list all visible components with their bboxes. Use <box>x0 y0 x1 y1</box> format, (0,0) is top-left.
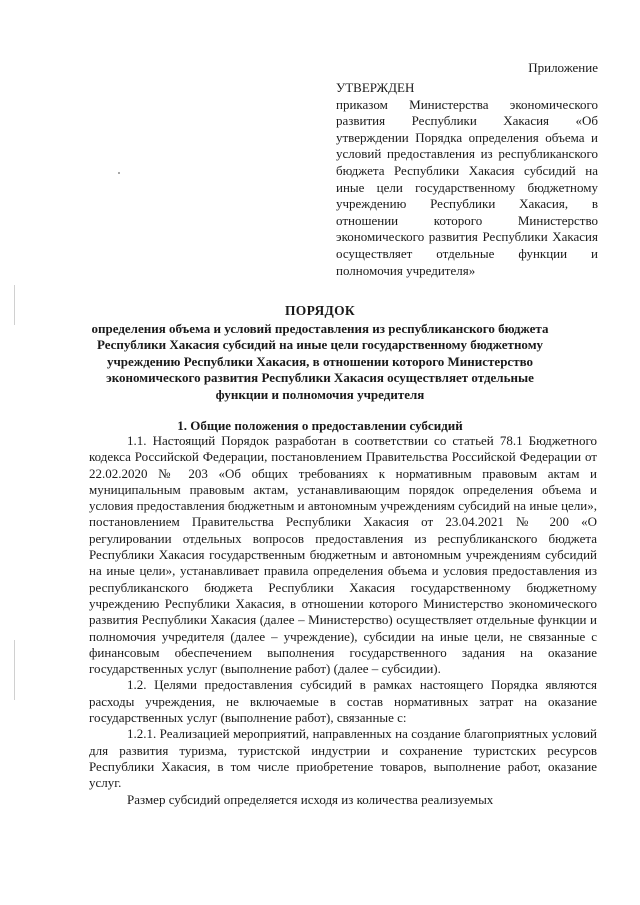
scan-artifact <box>118 172 120 174</box>
paragraph-1-2: 1.2. Целями предоставления субсидий в рамках настоящего Порядка являются расходы учреждения, не включаемые в состав нормативных затрат на оказание государственных услуг (выполнение работ), связанные с: <box>89 677 597 726</box>
document-subtitle: определения объема и условий предоставления из республиканского бюджета Республики Хакасия субсидий на иные цели государственному бюджетному учреждению Республики Хакасия, в отношении которого Министерство экономического развития Республики Хакасия осуществляет отдельные функции и полномочия учредителя <box>91 321 549 402</box>
appendix-label: Приложение <box>528 60 598 75</box>
paragraph-1-1: 1.1. Настоящий Порядок разработан в соответствии со статьей 78.1 Бюджетного кодекса Российской Федерации, постановлением Правительства Российской Федерации от 22.02.2020 № 203 «Об общих требованиях к нормативным правовым актам и муниципальным правовым актам, устанавливающим порядок определения объема и условия предоставления бюджетным и автономным учреждениям субсидий на иные цели», постановлением Правительства Республики Хакасия от 23.04.2021 № 200 «О регулировании отдельных вопросов предоставления из республиканского бюджета Республики Хакасия государственным бюджетным и автономным учреждениям субсидий на иные цели», устанавливает правила определения объема и условия предоставления из республиканского бюджета Республики Хакасия государственному бюджетному учреждению Республики Хакасия, в отношении которого Министерство экономического развития Республики Хакасия (далее – Министерство) осуществляет отдельные функции и полномочия учредителя (далее – учреждение), субсидии на иные цели, не связанные с финансовым обеспечением выполнения государственного задания на оказание государственных услуг (выполнение работ) (далее – субсидии). <box>89 433 597 677</box>
approval-text: приказом Министерства экономического развития Республики Хакасия «Об утверждении Порядка определения объема и условий предоставления из республиканского бюджета Республики Хакасия субсидий на иные цели государственному бюджетному учреждению Республики Хакасия, в отношении которого Министерство экономического развития Республики Хакасия осуществляет отдельные функции и полномочия учредителя» <box>336 96 598 278</box>
paragraph-1-2-1: 1.2.1. Реализацией мероприятий, направленных на создание благоприятных условий для развития туризма, туристской индустрии и сохранение туристских ресурсов Республики Хакасия, в том числе приобретение товаров, выполнение работ, оказание услуг. <box>89 726 597 791</box>
section-heading: 1. Общие положения о предоставлении субсидий <box>177 418 463 433</box>
scan-artifact <box>14 285 15 325</box>
scan-artifact <box>14 640 15 700</box>
approval-heading: УТВЕРЖДЕН <box>336 80 415 95</box>
paragraph-subsidy-size: Размер субсидий определяется исходя из количества реализуемых <box>127 791 494 807</box>
section-body <box>89 433 597 808</box>
approval-block <box>336 80 598 279</box>
document-title: ПОРЯДОК <box>284 303 355 318</box>
